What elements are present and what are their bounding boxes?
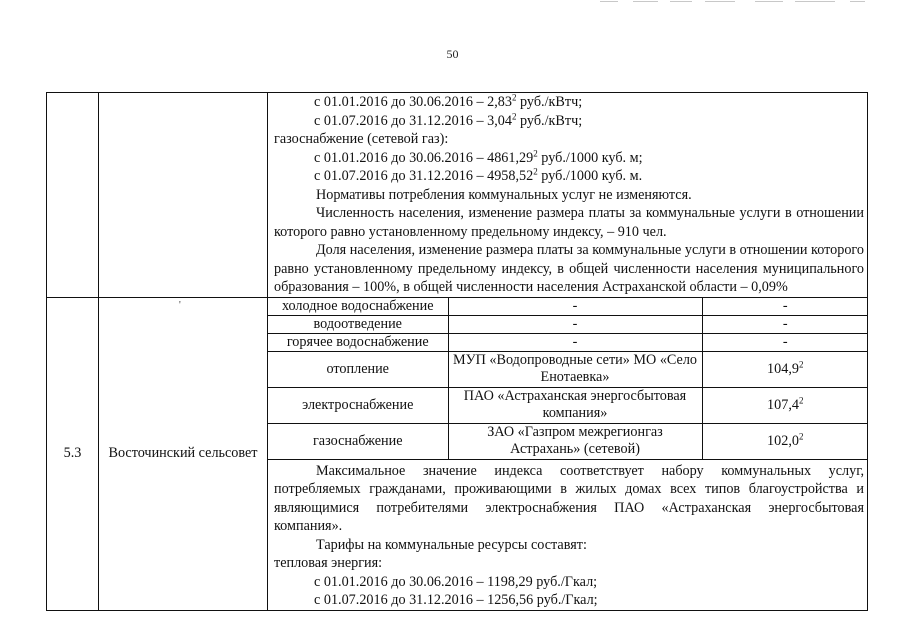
norms-paragraph: Нормативы потребления коммунальных услуг не изменяются. (316, 186, 692, 203)
max-index-paragraph: Максимальное значение индекса соответствует набору коммунальных услуг, потребляемых гражданами, проживающими в жилых домах всех типов благоустройства и являющимися потребителями электроснабжения ПАО «Астраханская энергосбытовая компания». (274, 462, 864, 534)
municipality-name: Восточинский сельсовет (108, 445, 258, 461)
gas-tariff-line-2: с 01.07.2016 до 31.12.2016 – 4958,52$^2$ руб./1000 куб. м. (314, 166, 643, 184)
service-index: - (702, 333, 868, 351)
table-row-previous (47, 93, 868, 298)
cell-number-empty (47, 93, 99, 298)
service-name: горячее водоснабжение (268, 333, 448, 351)
electricity-tariff-line-2: с 01.07.2016 до 31.12.2016 – 3,04$^2$ руб./кВтч; (314, 110, 583, 129)
row-number-text: 5.3 (63, 445, 82, 461)
table-row-5-3 (47, 297, 868, 610)
heat-tariff-line-1: с 01.01.2016 до 30.06.2016 – 1198,29 руб./Гкал; (314, 573, 598, 590)
service-provider: ПАО «Астраханская энергосбытовая компания» (448, 387, 702, 423)
scan-tick-mark: ' (179, 299, 181, 311)
municipality-name-cell (99, 297, 268, 610)
service-name: отопление (268, 351, 448, 387)
service-provider: - (448, 315, 702, 333)
cell-content-previous (268, 93, 868, 298)
service-row-sewerage (268, 315, 868, 333)
service-index: 104,9$^2$ (702, 351, 868, 387)
service-name: водоотведение (268, 315, 448, 333)
service-index: - (702, 298, 868, 316)
service-provider: МУП «Водопроводные сети» МО «Село Енотаевка» (448, 351, 702, 387)
service-provider: - (448, 333, 702, 351)
scan-artifacts (595, 0, 895, 6)
service-row-heating (268, 351, 868, 387)
service-index: 107,4$^2$ (702, 387, 868, 423)
service-index: - (702, 315, 868, 333)
service-row-hot-water (268, 333, 868, 351)
share-paragraph: Доля населения, изменение размера платы за коммунальные услуги в отношении которого равно установленному предельному индексу, в общей численности населения муниципального образования – 100%, в общей численности населения Астраханской области – 0,09% (274, 242, 864, 295)
tariff-table (46, 92, 868, 611)
service-provider: - (448, 298, 702, 316)
service-row-gas (268, 423, 868, 459)
service-provider: ЗАО «Газпром межрегионгаз Астрахань» (сетевой) (448, 423, 702, 459)
tariffs-intro: Тарифы на коммунальные ресурсы составят: (316, 536, 587, 553)
service-name: электроснабжение (268, 387, 448, 423)
service-index: 102,0$^2$ (702, 423, 868, 459)
cell-name-empty (99, 93, 268, 298)
electricity-tariff-line-1: с 01.01.2016 до 30.06.2016 – 2,83$^2$ руб./кВтч; (314, 92, 583, 110)
gas-tariff-line-1: с 01.01.2016 до 30.06.2016 – 4861,29$^2$ руб./1000 куб. м; (314, 147, 643, 166)
heat-label: тепловая энергия: (274, 555, 383, 571)
service-name: газоснабжение (268, 423, 448, 459)
row-number (47, 297, 99, 610)
cell-content-5-3 (268, 297, 868, 610)
page-number: 50 (446, 47, 459, 61)
heat-tariff-line-2: с 01.07.2016 до 31.12.2016 – 1256,56 руб./Гкал; (314, 592, 598, 608)
population-paragraph: Численность населения, изменение размера платы за коммунальные услуги в отношении которого равно установленному предельному индексу, – 910 чел. (274, 205, 864, 240)
service-row-electricity (268, 387, 868, 423)
services-table (268, 298, 868, 460)
gas-label: газоснабжение (сетевой газ): (274, 131, 449, 147)
service-name: холодное водоснабжение (268, 298, 448, 316)
service-row-cold-water (268, 298, 868, 316)
